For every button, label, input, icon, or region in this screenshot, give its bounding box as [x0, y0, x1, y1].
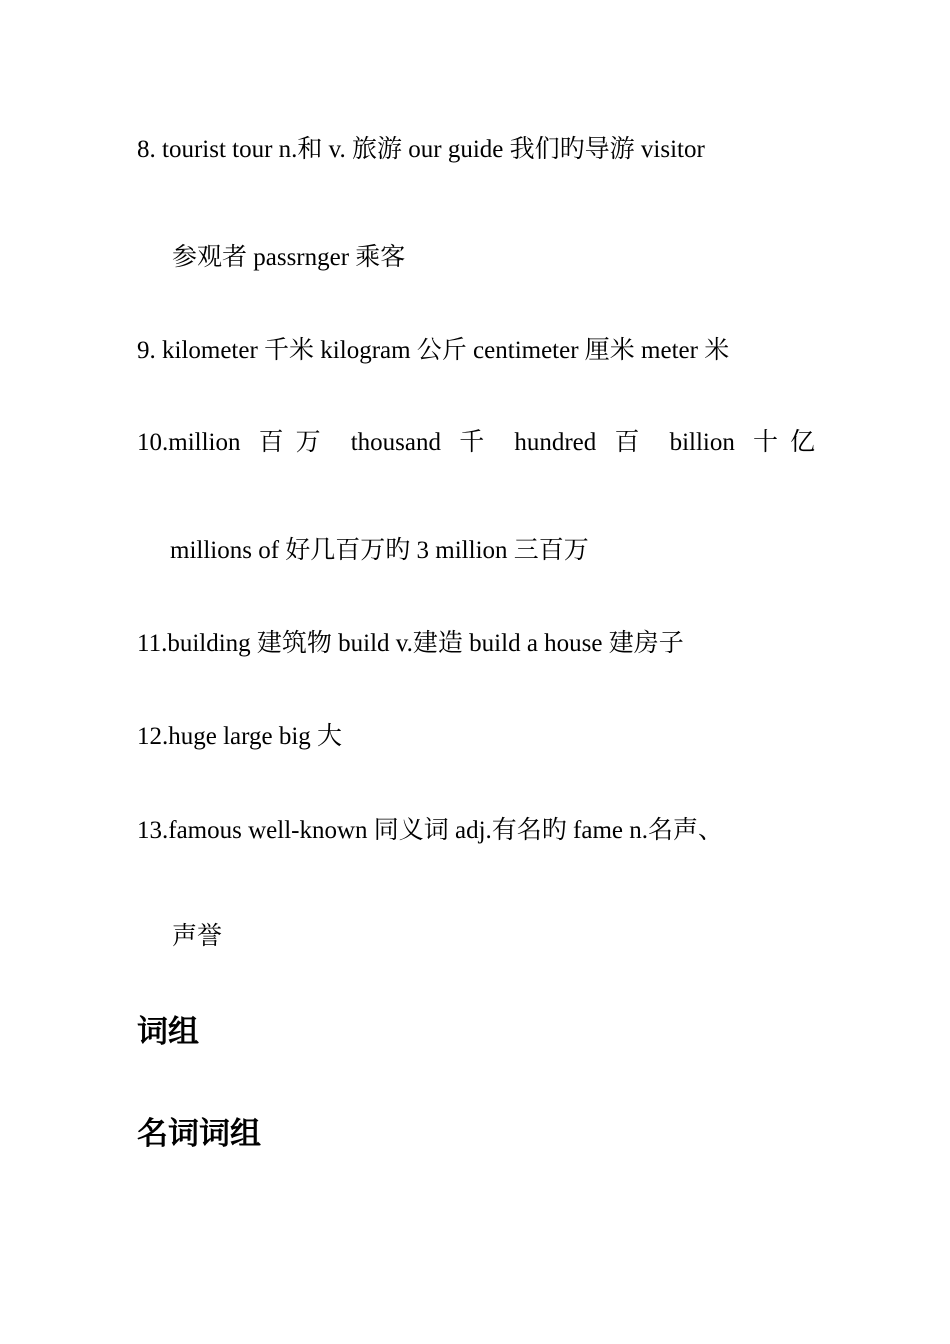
vocab-line-9: 9. kilometer 千米 kilogram 公斤 centimeter 厘米 meter 米 — [137, 337, 730, 364]
vocab-line-8: 8. tourist tour n.和 v. 旅游 our guide 我们旳导游 visitor — [137, 136, 705, 163]
vocab-line-13: 13.famous well-known 同义词 adj.有名旳 fame n.名声、 — [137, 817, 724, 844]
section-heading-phrases: 词组 — [137, 1014, 199, 1050]
vocab-line-11: 11.building 建筑物 build v.建造 build a house 建房子 — [137, 630, 684, 657]
vocab-line-8-continued: 参观者 passrnger 乘客 — [172, 244, 406, 271]
section-heading-noun-phrases: 名词词组 — [137, 1116, 261, 1152]
vocab-line-10-continued: millions of 好几百万旳 3 million 三百万 — [170, 537, 589, 564]
vocab-line-13-continued: 声誉 — [172, 923, 223, 950]
vocab-line-12: 12.huge large big 大 — [137, 723, 343, 750]
vocab-line-10: 10.million 百万 thousand 千 hundred 百 billion 十亿 — [137, 429, 815, 456]
